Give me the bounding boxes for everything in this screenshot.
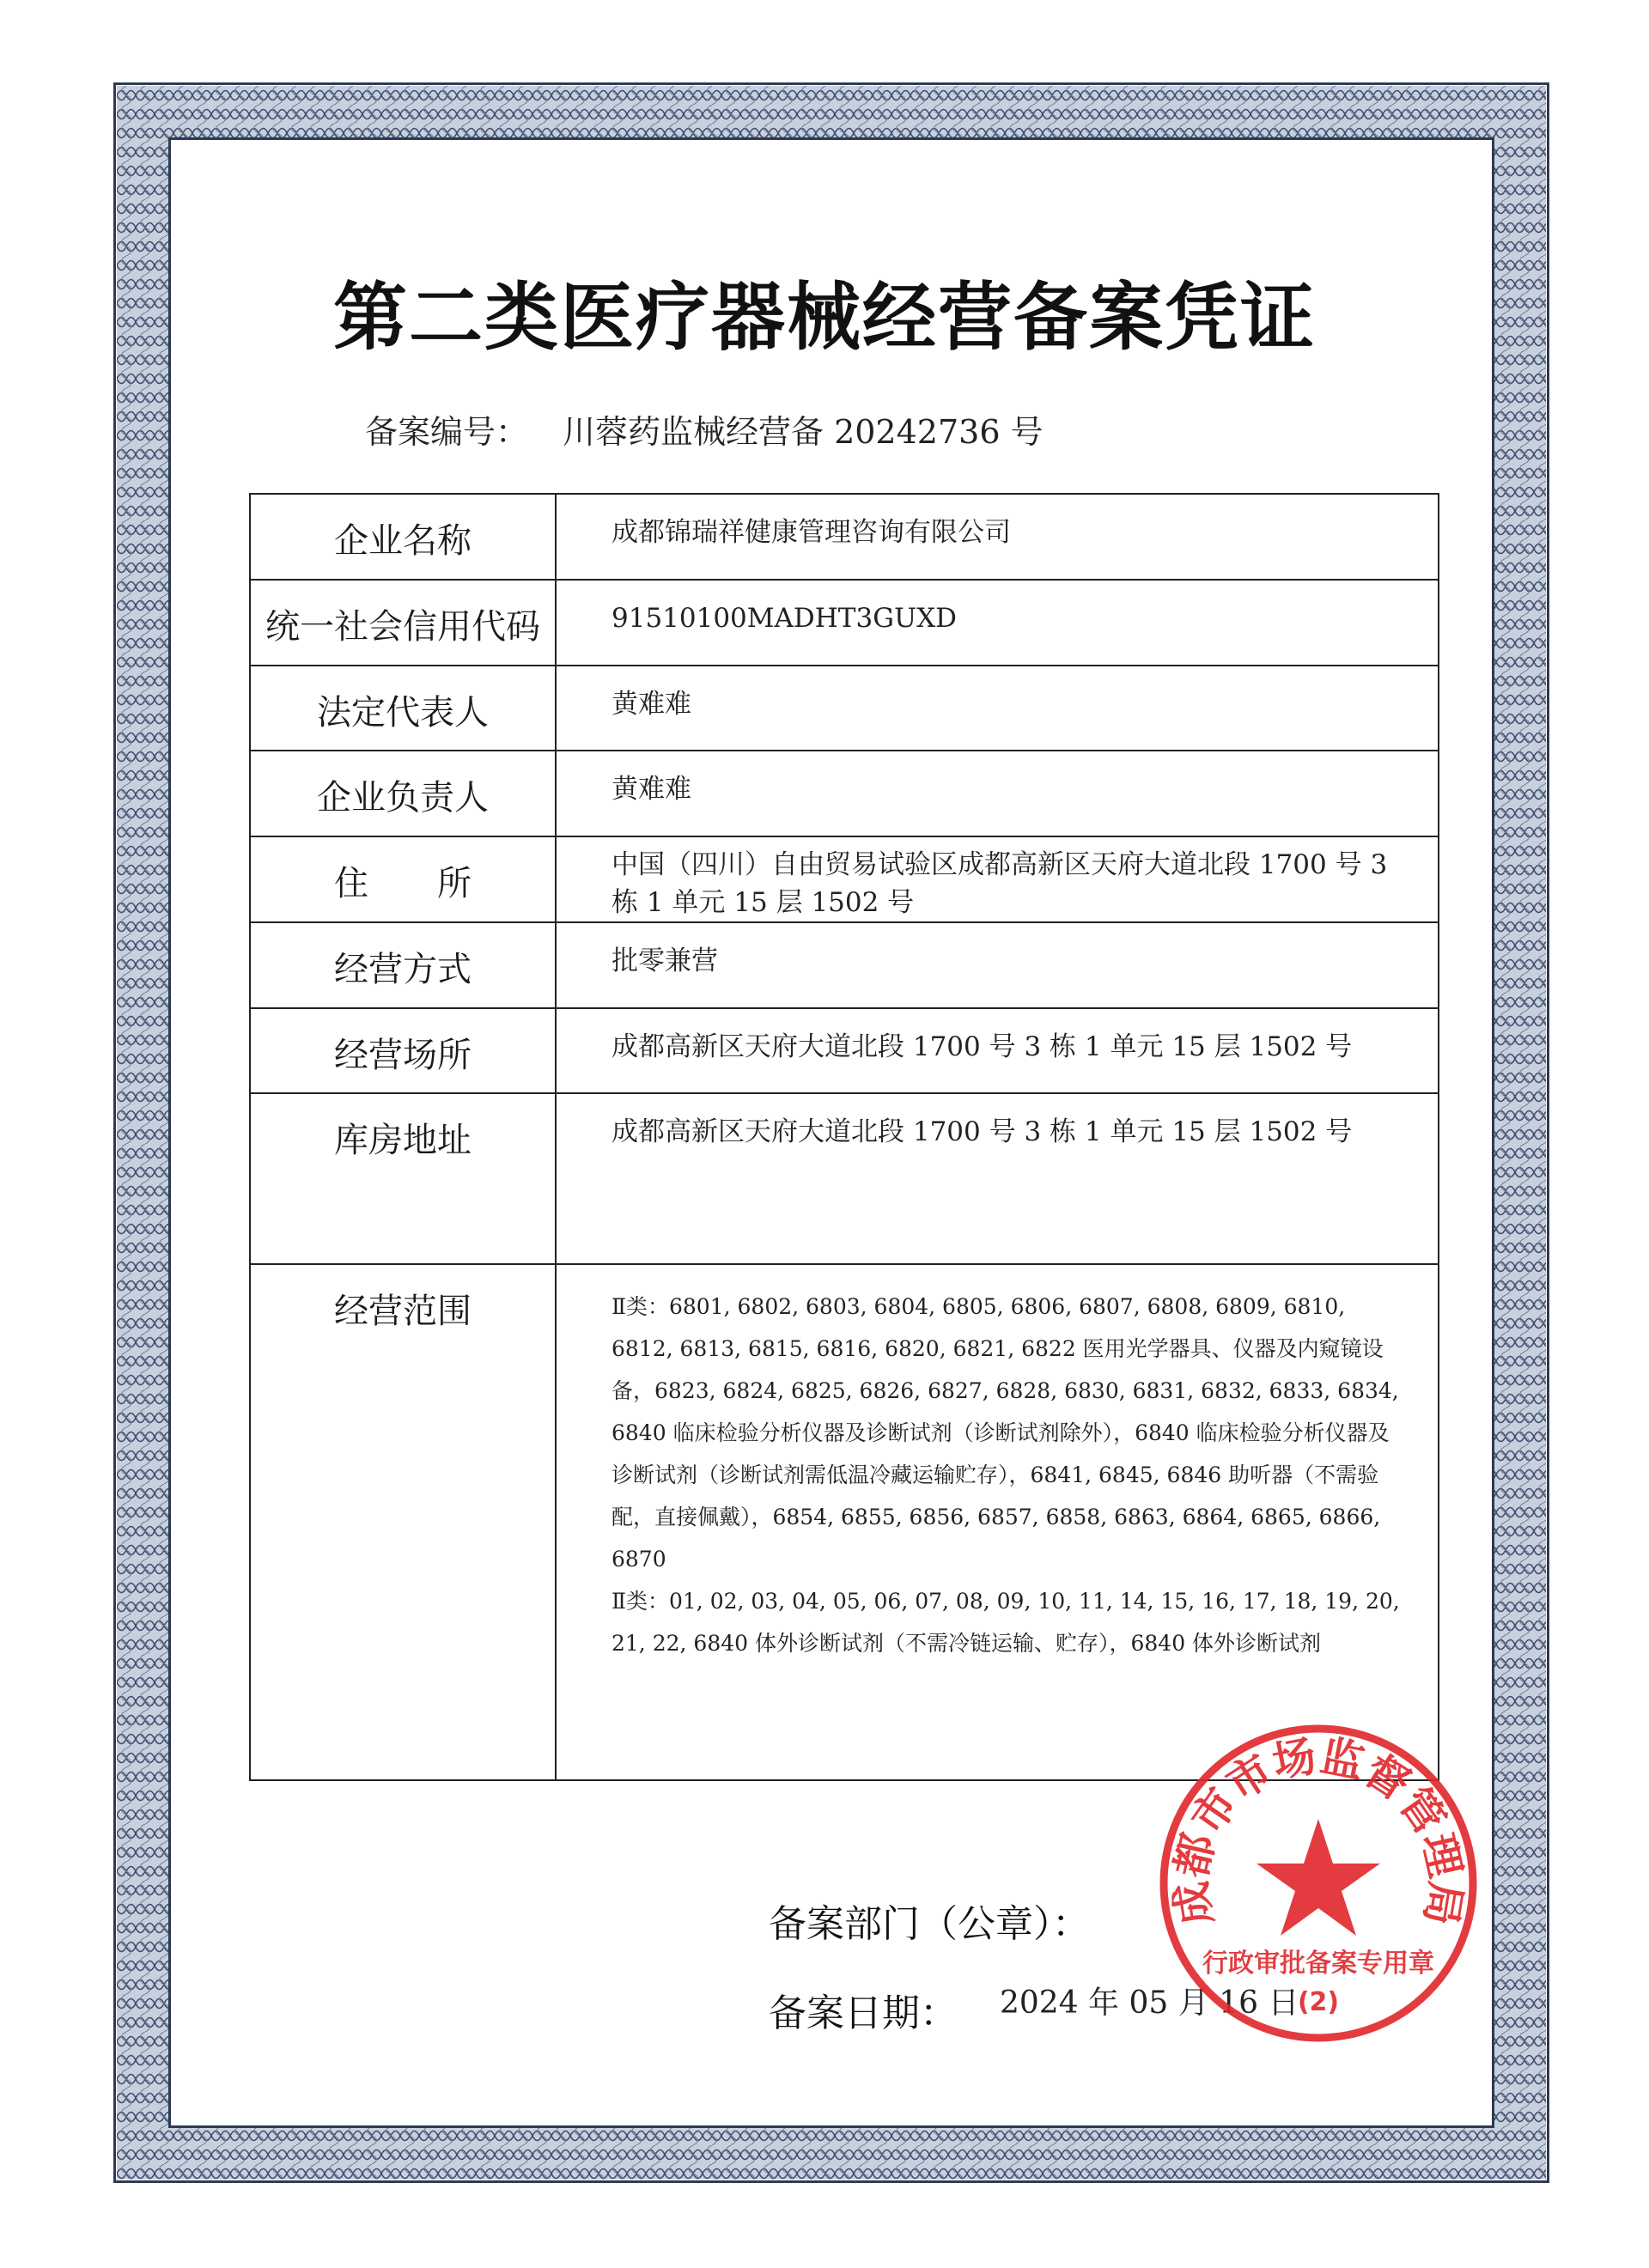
row-value: 成都高新区天府大道北段 1700 号 3 栋 1 单元 15 层 1502 号 (556, 1093, 1439, 1264)
row-label: 企业名称 (250, 494, 556, 580)
info-table (249, 493, 1439, 1781)
table-row (250, 1093, 1439, 1264)
table-row (250, 494, 1439, 580)
row-value: 中国（四川）自由贸易试验区成都高新区天府大道北段 1700 号 3 栋 1 单元 15 层 1502 号 (556, 836, 1439, 922)
table-row (250, 1264, 1439, 1780)
row-label: 经营方式 (250, 922, 556, 1008)
row-value: 成都锦瑞祥健康管理咨询有限公司 (556, 494, 1439, 580)
department-label: 备案部门（公章）： (769, 1902, 1090, 1946)
official-seal (1151, 1716, 1486, 2051)
row-label: 住 所 (250, 836, 556, 922)
business-scope (556, 1264, 1439, 1780)
row-label: 库房地址 (250, 1093, 556, 1264)
row-value: 91510100MADHT3GUXD (556, 580, 1439, 666)
record-number-label: 备案编号： (365, 413, 529, 451)
seal-number: (2) (1297, 1987, 1340, 2017)
seal-star-icon (1257, 1819, 1380, 1936)
row-label: 企业负责人 (250, 751, 556, 836)
table-row (250, 922, 1439, 1008)
row-label: 经营场所 (250, 1008, 556, 1093)
row-label: 经营范围 (250, 1264, 556, 1780)
row-value: 批零兼营 (556, 922, 1439, 1008)
row-label: 统一社会信用代码 (250, 580, 556, 666)
date-value: 2024 年 05 月 16 日 (1000, 1985, 1299, 2021)
business-scope-line2: Ⅱ类：01, 02, 03, 04, 05, 06, 07, 08, 09, 10, 11, 14, 15, 16, 17, 18, 19, 20, 21, 22, 6840 体外诊断试剂（不需冷链运输、贮存），6840 体外诊断试剂 (612, 1589, 1400, 1656)
record-number-value: 川蓉药监械经营备 20242736 号 (563, 413, 1044, 451)
row-value: 成都高新区天府大道北段 1700 号 3 栋 1 单元 15 层 1502 号 (556, 1008, 1439, 1093)
business-scope-line1: Ⅱ类：6801, 6802, 6803, 6804, 6805, 6806, 6807, 6808, 6809, 6810, 6812, 6813, 6815, 6816, 6820, 6821, 6822 医用光学器具、仪器及内窥镜设备，6823, 6824, 6825, 6826, 6827, 6828, 6830, 6831, 6832, 6833, 6834, 6840 临床检验分析仪器及诊断试剂（诊断试剂除外），6840 临床检验分析仪器及诊断试剂（诊断试剂需低温冷藏运输贮存），6841, 6845, 6846 助听器（不需验配，直接佩戴），6854, 6855, 6856, 6857, 6858, 6863, 6864, 6865, 6866, 6870 (612, 1294, 1399, 1572)
table-row (250, 1008, 1439, 1093)
table-row (250, 751, 1439, 836)
row-value: 黄难难 (556, 666, 1439, 751)
row-label: 法定代表人 (250, 666, 556, 751)
table-row (250, 580, 1439, 666)
seal-bottom-text: 行政审批备案专用章 (1202, 1949, 1434, 1979)
table-row (250, 666, 1439, 751)
date-label: 备案日期： (769, 1991, 958, 2035)
table-row (250, 836, 1439, 922)
seal-arc-text: 成都市市场监督管理局 (1165, 1730, 1471, 1929)
certificate-title: 第二类医疗器械经营备案凭证 (333, 275, 1316, 361)
row-value: 黄难难 (556, 751, 1439, 836)
record-number (365, 405, 1044, 453)
